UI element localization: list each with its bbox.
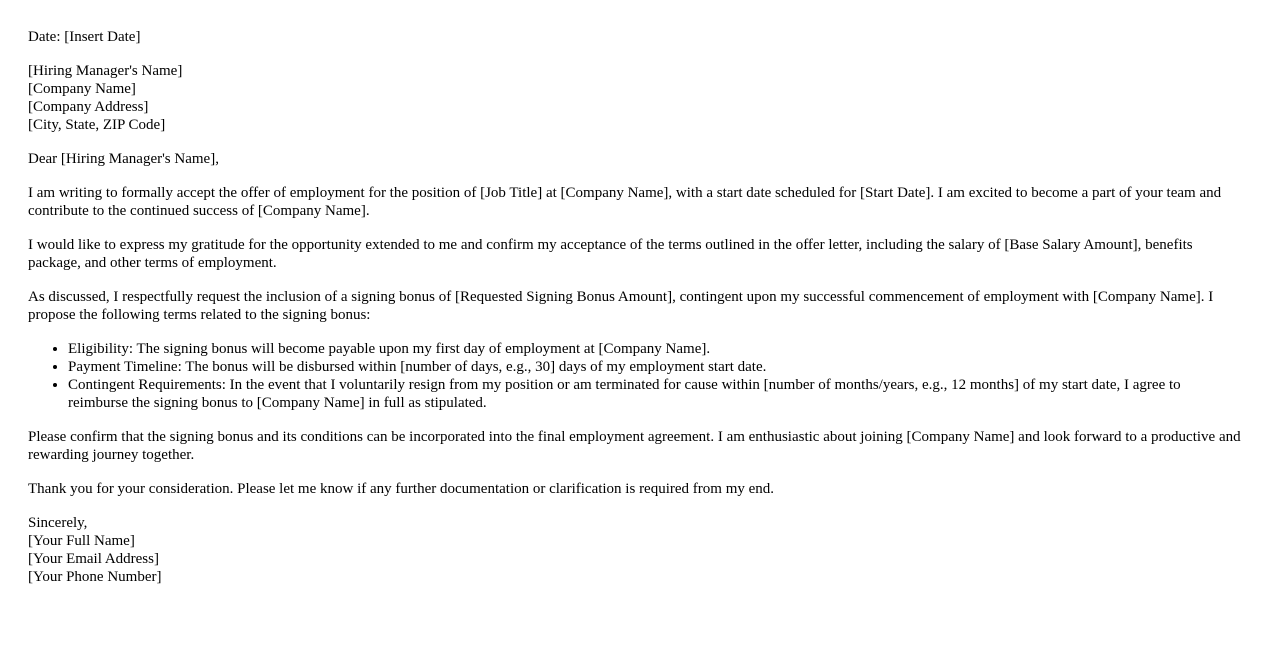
recipient-city-state-zip: [City, State, ZIP Code] — [28, 117, 166, 133]
letter-document — [28, 28, 1243, 602]
date-line: Date: [Insert Date] — [28, 29, 141, 45]
term-contingent-requirements: • Contingent Requirements: In the event that I voluntarily resign from my position or am terminated for cause within [number of months/years, e.g., 12 months] of my start date, I agree to reimburse the signing bonus to [Company Name] in full as stipulated. — [68, 376, 1243, 412]
recipient-address-block — [28, 62, 1243, 134]
term-payment-timeline: • Payment Timeline: The bonus will be disbursed within [number of days, e.g., 30] days of my employment start date. — [68, 358, 1243, 376]
sign-off: Sincerely, — [28, 515, 88, 531]
body-paragraph-acceptance: I am writing to formally accept the offer of employment for the position of [Job Title] at [Company Name], with a start date scheduled for [Start Date]. I am excited to become a part of your team and contribute to the continued success of [Company Name]. — [28, 185, 1222, 219]
signature-email: [Your Email Address] — [28, 551, 159, 567]
body-paragraph-bonus-request: As discussed, I respectfully request the inclusion of a signing bonus of [Requested Signing Bonus Amount], contingent upon my successful commencement of employment with [Company Name]. I propose the following terms related to the signing bonus: — [28, 289, 1214, 323]
recipient-company-address: [Company Address] — [28, 99, 149, 115]
term-eligibility: • Eligibility: The signing bonus will become payable upon my first day of employment at [Company Name]. — [68, 340, 1243, 358]
closing-paragraph-confirm: Please confirm that the signing bonus and its conditions can be incorporated into the final employment agreement. I am enthusiastic about joining [Company Name] and look forward to a productive and rewarding journey together. — [28, 429, 1241, 463]
recipient-company-name: [Company Name] — [28, 81, 136, 97]
closing-paragraph-thanks: Thank you for your consideration. Please let me know if any further documentation or clarification is required from my end. — [28, 481, 775, 497]
bonus-terms-list — [28, 340, 1243, 412]
signature-block — [28, 514, 1243, 586]
body-paragraph-gratitude: I would like to express my gratitude for the opportunity extended to me and confirm my acceptance of the terms outlined in the offer letter, including the salary of [Base Salary Amount], benefits package, and other terms of employment. — [28, 237, 1193, 271]
recipient-manager-name: [Hiring Manager's Name] — [28, 63, 183, 79]
signature-full-name: [Your Full Name] — [28, 533, 135, 549]
salutation: Dear [Hiring Manager's Name], — [28, 151, 219, 167]
signature-phone: [Your Phone Number] — [28, 569, 162, 585]
